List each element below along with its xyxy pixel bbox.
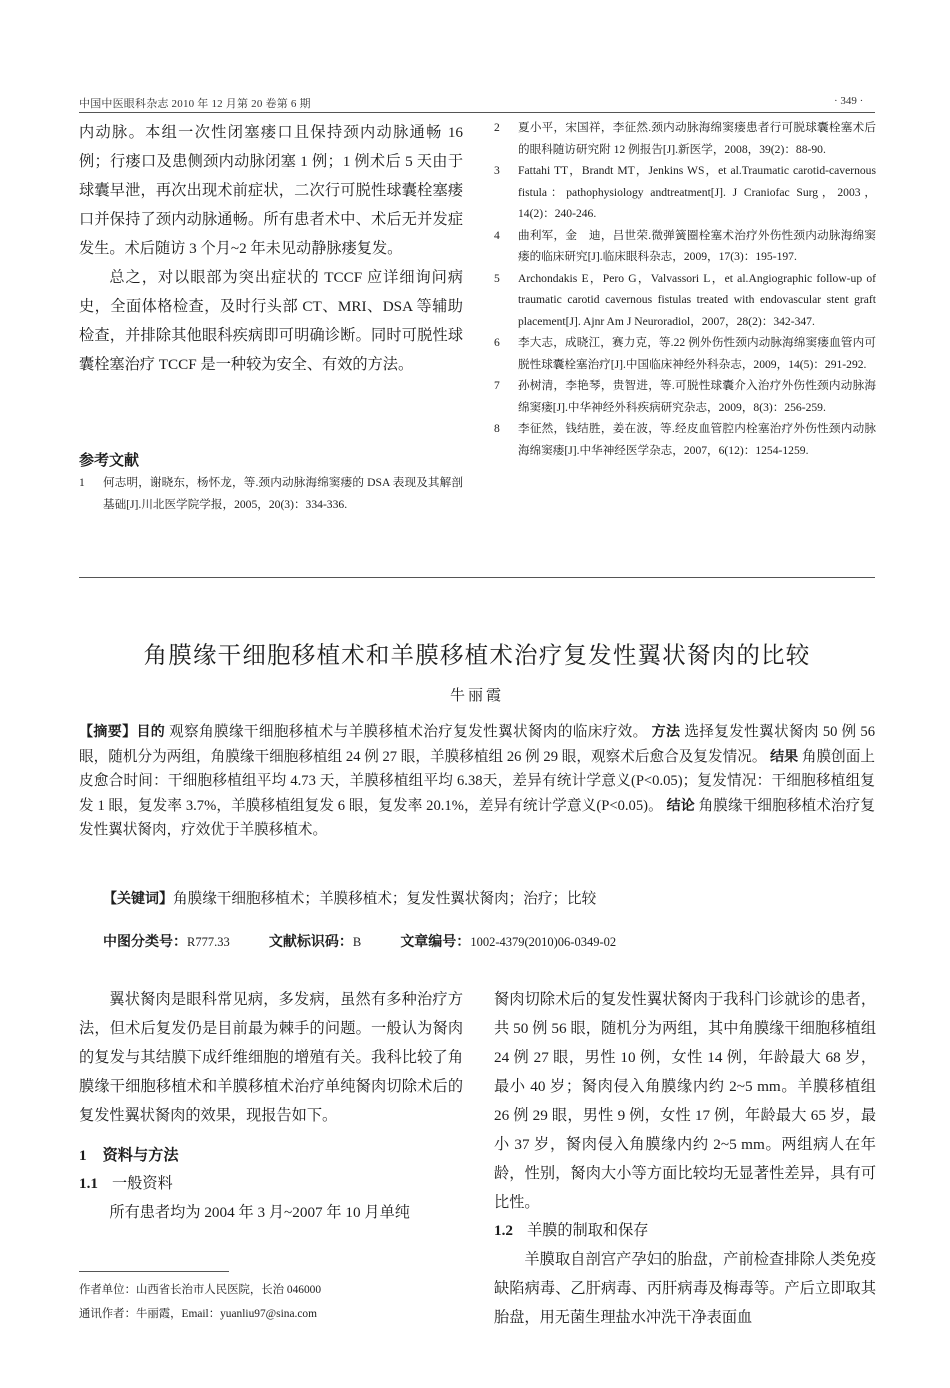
classification-line: [103, 931, 652, 951]
reference-number: 5: [494, 271, 500, 285]
journal-header: 中国中医眼科杂志 2010 年 12 月第 20 卷第 6 期: [79, 98, 311, 110]
abstract: [79, 720, 875, 843]
abstract-objective: 观察角膜缘干细胞移植术与羊膜移植术治疗复发性翼状胬肉的临床疗效。: [169, 724, 648, 740]
references-heading: 参考文献: [79, 453, 140, 469]
abstract-label: 【摘要】: [79, 724, 137, 740]
subsection-title: 一般资料: [111, 1175, 173, 1192]
header-rule: [79, 112, 875, 113]
reference-item: [494, 160, 876, 225]
body-right-column: [494, 985, 876, 1332]
subsection-number: 1.1: [79, 1175, 98, 1192]
abstract-conclusion: 角膜缘干细胞移植术治疗复发性翼状胬肉，疗效优于羊膜移植术。: [79, 797, 875, 838]
reference-text: 孙树清，李艳琴，贵智进，等.可脱性球囊介入治疗外伤性颈内动脉海绵窦瘘[J].中华神经外科疾病研究杂志，2009，8(3)：256-259.: [518, 379, 876, 414]
prev-article-body: [79, 118, 463, 379]
references-list-right: [494, 117, 876, 461]
article-title: 角膜缘干细胞移植术和羊膜移植术治疗复发性翼状胬肉的比较: [143, 641, 811, 669]
article-number-value: 1002-4379(2010)06-0349-02: [470, 935, 617, 949]
clc-label: 中图分类号：: [103, 934, 187, 950]
reference-number: 8: [494, 422, 500, 435]
reference-number: 1: [79, 476, 85, 489]
subsection-number: 1.2: [494, 1222, 513, 1239]
conclusion-label: 结论: [666, 797, 695, 814]
reference-text: 曲利军，金 迪，吕世荣.微弹簧圈栓塞术治疗外伤性颈内动脉海绵窦瘘的临床研究[J].临床眼科杂志，2009，17(3)：195-197.: [518, 228, 876, 263]
result-label: 结果: [770, 748, 799, 765]
prev-paragraph: 内动脉。本组一次性闭塞瘘口且保持颈内动脉通畅 16 例；行瘘口及患侧颈内动脉闭塞 1 例；1 例术后 5 天由于球囊早泄，再次出现术前症状，二次行可脱性球囊栓塞瘘口并保持了颈内动脉通畅。所有患者术中、术后无并发症发生。术后随访 3 个月~2 年未见动静脉瘘复发。: [79, 124, 463, 257]
objective-label: 目的: [136, 724, 166, 740]
reference-text: 何志明，谢晓东，杨怀龙，等.颈内动脉海绵窦瘘的 DSA 表现及其解剖基础[J].川北医学院学报，2005，20(3)：334-336.: [103, 476, 463, 511]
reference-number: 6: [494, 336, 500, 349]
clc-value: R777.33: [187, 935, 230, 949]
reference-text: 李征然，钱结胜，姜在波，等.经皮血管腔内栓塞治疗外伤性颈内动脉海绵窦瘘[J].中华神经医学杂志，2007，6(12)：1254-1259.: [518, 422, 876, 457]
reference-item: [494, 117, 876, 160]
doc-code: [269, 935, 361, 949]
footnote-rule: [79, 1271, 229, 1272]
body-paragraph: 胬肉切除术后的复发性翼状胬肉于我科门诊就诊的患者，共 50 例 56 眼，随机分为两组，其中角膜缘干细胞移植组 24 例 27 眼，男性 10 例，女性 14 例，年龄最大 68 岁，最小 40 岁；胬肉侵入角膜缘内约 2~5 mm。羊膜移植组 26 例 29 眼，男性 9 例，女性 17 例，年龄最大 65 岁，最小 37 岁，胬肉侵入角膜缘内约 2~5 mm。两组病人在年龄，性别，胬肉大小等方面比较均无显著性差异，具有可比性。: [494, 991, 876, 1211]
references-list-left: [79, 472, 463, 515]
prev-paragraph: 总之，对以眼部为突出症状的 TCCF 应详细询问病史，全面体格检查，及时行头部 CT、MRI、DSA 等辅助检查，并排除其他眼科疾病即可明确诊断。同时可脱性球囊栓塞治疗 TCCF 是一种较为安全、有效的方法。: [79, 269, 463, 373]
reference-item: [79, 472, 463, 515]
author-affiliation: 作者单位：山西省长治市人民医院，长治 046000: [79, 1284, 322, 1296]
article-number: [400, 935, 616, 949]
reference-number: 3: [494, 164, 500, 177]
reference-number: 7: [494, 379, 500, 392]
reference-text: Archondakis E，Pero G，Valvassori L，et al.Angiographic follow-up of traumatic carotid cavernous fistulas treated with endovascular stent graft placement[J]. Ajnr Am J Neuroradiol，2007，28(2)：342-347.: [518, 271, 876, 328]
article-author: 牛丽霞: [449, 688, 504, 704]
method-label: 方法: [651, 724, 681, 740]
intro-paragraph: 翼状胬肉是眼科常见病，多发病，虽然有多种治疗方法，但术后复发仍是目前最为棘手的问题。一般认为胬肉的复发与其结膜下成纤维细胞的增殖有关。我科比较了角膜缘干细胞移植术和羊膜移植术治疗单纯胬肉切除术后的复发性翼状胬肉的效果，现报告如下。: [79, 991, 463, 1124]
correspondence: 通讯作者：牛丽霞，Email：yuanliu97@sina.com: [79, 1308, 317, 1320]
subsection-title: 羊膜的制取和保存: [526, 1222, 649, 1239]
doc-value: B: [352, 935, 362, 949]
reference-item: [494, 375, 876, 418]
doc-label: 文献标识码：: [268, 934, 353, 950]
reference-text: Fattahi TT，Brandt MT，Jenkins WS，et al.Traumatic carotid-cavernous fistula：pathophysiology andtreatment[J]. J Craniofac Surg，2003，14(2)：240-246.: [518, 164, 876, 220]
subsection-heading: [494, 1217, 876, 1245]
section-number: 1: [79, 1147, 87, 1164]
reference-text: 夏小平，宋国祥，李征然.颈内动脉海绵窦瘘患者行可脱球囊栓塞术后的眼科随访研究附 12 例报告[J].新医学，2008，39(2)：88-90.: [518, 121, 876, 156]
reference-item: [494, 332, 876, 375]
reference-item: [494, 225, 876, 268]
keywords-text: 角膜缘干细胞移植术；羊膜移植术；复发性翼状胬肉；治疗；比较: [173, 891, 597, 907]
reference-text: 李大志，成晓江，赛力克，等.22 例外伤性颈内动脉海绵窦瘘血管内可脱性球囊栓塞治疗[J].中国临床神经外科杂志，2009，14(5)：291-292.: [518, 336, 876, 371]
reference-number: 2: [494, 121, 500, 134]
body-left-column: [79, 985, 463, 1227]
section-heading: [79, 1142, 463, 1170]
body-paragraph: 所有患者均为 2004 年 3 月~2007 年 10 月单纯: [109, 1204, 410, 1221]
reference-item: [494, 268, 876, 333]
body-paragraph: 羊膜取自剖宫产孕妇的胎盘，产前检查排除人类免疫缺陷病毒、乙肝病毒、丙肝病毒及梅毒等。产后立即取其胎盘，用无菌生理盐水冲洗干净表面血: [494, 1251, 876, 1326]
abstract-method: 选择复发性翼状胬肉 50 例 56 眼，随机分为两组，角膜缘干细胞移植组 24 例 27 眼，羊膜移植组 26 例 29 眼，观察术后愈合及复发情况。: [79, 724, 876, 765]
keywords: [103, 887, 875, 908]
page-number: · 349 ·: [834, 95, 864, 107]
reference-item: [494, 418, 876, 461]
article-number-label: 文章编号：: [400, 934, 471, 950]
reference-number: 4: [494, 228, 500, 242]
subsection-heading: [79, 1170, 463, 1198]
clc-code: [103, 935, 230, 949]
article-divider: [79, 577, 875, 578]
section-title: 资料与方法: [102, 1147, 179, 1164]
abstract-result: 角膜创面上皮愈合时间：干细胞移植组平均 4.73 天，羊膜移植组平均 6.38天，差异有统计学意义(P<0.05)；复发情况：干细胞移植组复发 1 眼，复发率 3.7%，羊膜移植组复发 6 眼，复发率 20.1%，差异有统计学意义(P<0.05)。: [79, 748, 875, 814]
keywords-label: 【关键词】: [103, 891, 173, 907]
